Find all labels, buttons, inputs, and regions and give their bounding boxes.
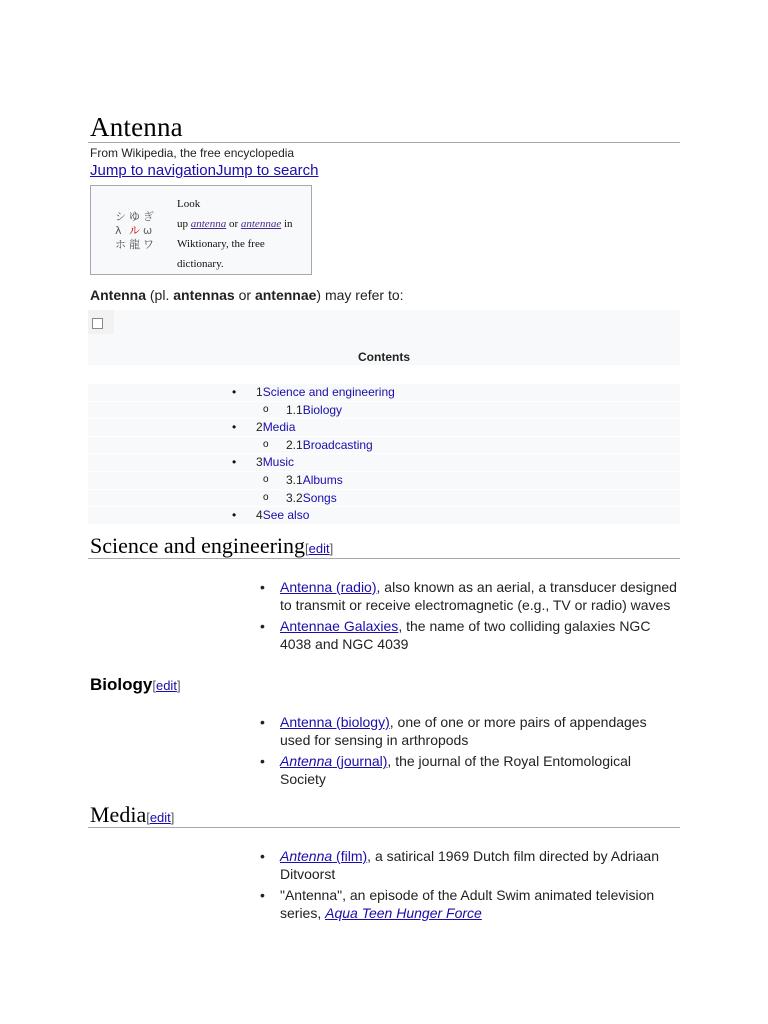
toc-bullet: o — [263, 473, 269, 485]
article-link[interactable]: Antenna (radio) — [280, 579, 377, 595]
toc-number: 2.1 — [286, 437, 303, 452]
toc-bullet: o — [263, 403, 269, 415]
media-list — [258, 847, 680, 925]
toc-toggle-checkbox[interactable] — [92, 318, 103, 329]
jump-to-navigation-link[interactable]: Jump to navigation — [90, 162, 216, 179]
toc-link[interactable]: Biology — [302, 402, 343, 417]
article-link[interactable]: Antennae Galaxies — [280, 618, 399, 634]
edit-link-science[interactable]: edit — [308, 541, 330, 556]
toc-bullet: • — [232, 508, 237, 523]
svg-text:ホ: ホ — [115, 238, 126, 251]
svg-text:龍: 龍 — [129, 238, 140, 251]
section-heading-media: Media[edit] — [90, 802, 175, 827]
table-of-contents — [88, 310, 680, 365]
toc-item[interactable] — [88, 437, 680, 455]
svg-text:シ: シ — [115, 210, 126, 223]
toc-link[interactable]: Songs — [302, 490, 337, 505]
toc-number: 3 — [256, 455, 263, 470]
article-link[interactable]: Aqua Teen Hunger Force — [325, 905, 482, 921]
section-heading-biology: Biology[edit] — [90, 675, 181, 694]
wiktionary-text: Look up antenna or antennae in Wiktionary, the free dictionary. — [177, 198, 293, 270]
bullet: • — [260, 714, 265, 730]
toc-number: 3.2 — [286, 490, 303, 505]
toc-bullet: • — [232, 455, 237, 470]
site-tagline: From Wikipedia, the free encyclopedia — [90, 146, 295, 160]
svg-text:ゆ: ゆ — [129, 210, 140, 223]
bullet: • — [260, 848, 265, 864]
toc-link[interactable]: Music — [262, 455, 295, 470]
bullet: • — [260, 887, 265, 903]
toc-number: 2 — [256, 420, 263, 435]
list-item: • Antenna (biology), one of one or more pairs of appendages used for sensing in arthropods — [260, 714, 647, 748]
toc-link[interactable]: See also — [262, 508, 310, 523]
wiktionary-link-antenna[interactable]: antenna — [190, 218, 227, 230]
toc-link[interactable]: Science and engineering — [262, 385, 395, 399]
toc-link[interactable]: Broadcasting — [302, 437, 373, 452]
toc-number: 4 — [256, 508, 263, 523]
toc-item[interactable] — [88, 490, 680, 508]
toc-number: 1.1 — [286, 402, 303, 417]
toc-title: Contents — [358, 350, 410, 364]
list-item: • Antenna (film), a satirical 1969 Dutch film directed by Adriaan Ditvoorst — [260, 848, 659, 882]
toc-item[interactable] — [88, 402, 680, 420]
list-item: • Antenna (radio), also known as an aerial, a transducer designed to transmit or receive electromagnetic (e.g., TV or radio) waves — [260, 579, 677, 613]
title-divider — [88, 142, 680, 143]
toc-item[interactable] — [88, 384, 680, 402]
toc-link[interactable]: Albums — [302, 472, 343, 487]
toc-list — [88, 384, 680, 525]
edit-link-media[interactable]: edit — [149, 810, 171, 825]
toc-item[interactable] — [88, 507, 680, 525]
list-item: • "Antenna", an episode of the Adult Swim animated television series, Aqua Teen Hunger Force — [260, 887, 655, 921]
wiktionary-box — [90, 185, 312, 275]
svg-text:λ: λ — [115, 224, 122, 237]
wiktionary-link-antennae[interactable]: antennae — [240, 218, 282, 230]
bullet: • — [260, 618, 265, 634]
edit-link-biology[interactable]: edit — [155, 678, 177, 693]
toc-link[interactable]: Media — [262, 420, 296, 435]
section-heading-science: Science and engineering[edit] — [90, 533, 334, 558]
svg-text:ぎ: ぎ — [143, 210, 154, 223]
page-title: Antenna — [90, 112, 183, 142]
toc-item[interactable] — [88, 472, 680, 490]
svg-text:ワ: ワ — [143, 238, 154, 251]
article-link[interactable]: Antenna (film) — [280, 848, 368, 864]
biology-list — [258, 713, 680, 791]
toc-bullet: • — [232, 420, 237, 435]
toc-bullet: o — [263, 491, 269, 503]
toc-bullet: o — [263, 438, 269, 450]
intro-paragraph: Antenna (pl. antennas or antennae) may refer to: — [90, 287, 404, 303]
bullet: • — [260, 579, 265, 595]
article-link[interactable]: Antenna (biology) — [280, 714, 390, 730]
toc-number: 3.1 — [286, 472, 303, 487]
jump-to-search-link[interactable]: Jump to search — [215, 162, 319, 179]
list-item: • Antenna (journal), the journal of the Royal Entomological Society — [260, 753, 632, 787]
bullet: • — [260, 753, 265, 769]
toc-bullet: • — [232, 385, 237, 399]
svg-text:ル: ル — [129, 224, 140, 237]
toc-item[interactable] — [88, 454, 680, 472]
science-list — [258, 578, 680, 656]
wiktionary-logo-icon — [113, 208, 157, 252]
list-item: • Antennae Galaxies, the name of two colliding galaxies NGC 4038 and NGC 4039 — [260, 618, 651, 652]
toc-item[interactable] — [88, 419, 680, 437]
svg-text:ω: ω — [143, 224, 153, 237]
article-link[interactable]: Antenna (journal) — [280, 753, 388, 769]
toc-number: 1 — [256, 385, 263, 399]
jump-links — [90, 162, 318, 179]
